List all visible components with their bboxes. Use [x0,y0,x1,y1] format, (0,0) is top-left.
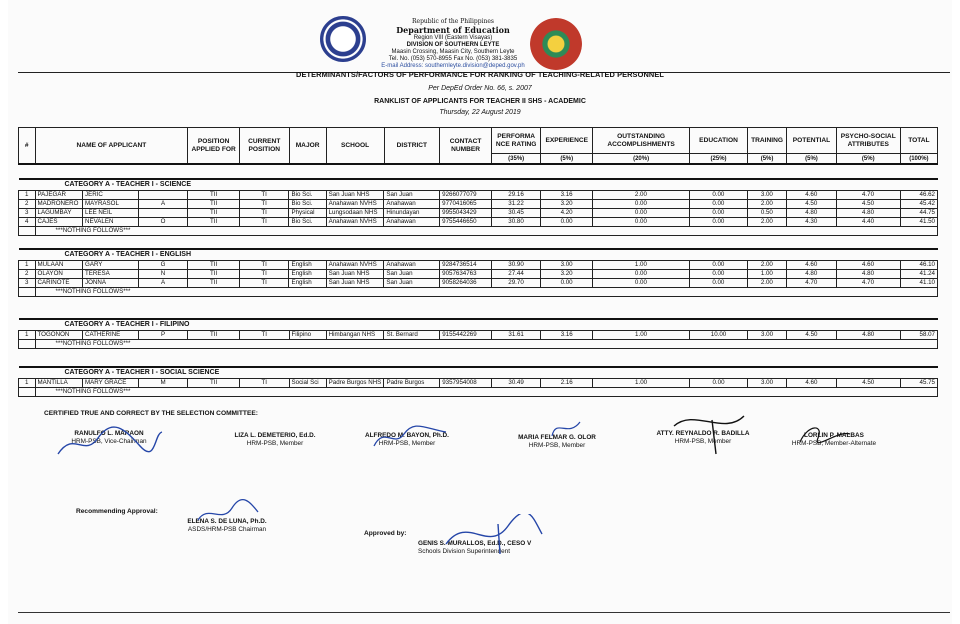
table-cell: 4.80 [836,331,900,340]
col-name: NAME OF APPLICANT [35,128,188,165]
table-cell: OLAYON [35,270,82,279]
col-potential: POTENTIAL [787,128,837,154]
table-cell: 4.70 [836,191,900,200]
category-title: CATEGORY A - TEACHER I - FILIPINO [19,319,938,331]
table-cell: Bio Sci. [289,191,326,200]
table-cell: 2.00 [747,261,786,270]
table-row [19,200,938,209]
table-cell: Anahawan NVHS [326,200,384,209]
table-cell: 0.00 [689,191,747,200]
table-cell: San Juan NHS [326,270,384,279]
table-cell: 4.80 [836,270,900,279]
signatory-name: ALFREDO M. BAYON, Ph.D. [365,432,449,439]
table-cell: San Juan NHS [326,191,384,200]
nothing-follows: ***NOTHING FOLLOWS*** [35,227,937,236]
table-cell: 1 [19,379,36,388]
table-cell: Padre Burgos [384,379,440,388]
ranklist-date: Thursday, 22 August 2019 [439,109,521,116]
table-cell: 3.00 [541,261,593,270]
signatory-role: HRM-PSB, Vice-Chairman [71,438,147,445]
col-experience: EXPERIENCE [541,128,593,154]
signatory-approver [418,540,568,556]
table-cell: TERESA [83,270,139,279]
table-cell: 4.50 [836,379,900,388]
table-cell: 44.75 [900,209,937,218]
table-cell: San Juan [384,270,440,279]
approved-label: Approved by: [364,530,407,537]
table-cell: Anahawan [384,261,440,270]
table-cell: 1.00 [592,261,689,270]
signatory-member-2 [352,432,462,448]
table-cell: 58.07 [900,331,937,340]
table-cell: 0.00 [592,279,689,288]
table-cell: TI [239,279,289,288]
table-cell: A [138,279,188,288]
table-cell: MARY GRACE [83,379,139,388]
signatory-name: GENIS S. MURALLOS, Ed.D., CESO V [418,540,532,547]
table-cell: St. Bernard [384,331,440,340]
table-cell: 31.61 [491,331,541,340]
table-cell: TOGONON [35,331,82,340]
table-cell: 4.40 [836,218,900,227]
table-cell: Anahawan NVHS [326,261,384,270]
signatory-name: ELENA S. DE LUNA, Ph.D. [187,518,267,525]
table-cell: 2.16 [541,379,593,388]
table-cell: 3 [19,279,36,288]
table-cell: 1.00 [747,270,786,279]
weight-performance: (35%) [491,154,541,165]
weight-training: (5%) [747,154,786,165]
table-cell: 31.22 [491,200,541,209]
signatory-member-1 [220,432,330,448]
table-cell: 4.70 [786,279,836,288]
table-cell: 9057634763 [440,270,492,279]
table-cell: 3.00 [747,379,786,388]
recommending-label: Recommending Approval: [76,508,158,515]
table-cell: 1 [19,191,36,200]
table-cell: 30.80 [491,218,541,227]
col-contact: CONTACT NUMBER [440,128,492,165]
table-cell: P [138,331,188,340]
table-cell: 29.16 [491,191,541,200]
table-cell: MULAAN [35,261,82,270]
category-title: CATEGORY A - TEACHER I - SCIENCE [19,179,938,191]
table-cell: 45.42 [900,200,937,209]
signatory-recommender [172,518,282,534]
weight-outstanding: (20%) [593,154,690,165]
table-cell: 3.16 [541,331,593,340]
category-title: CATEGORY A - TEACHER I - SOCIAL SCIENCE [19,367,938,379]
table-cell: TI [239,218,289,227]
signatory-role: HRM-PSB, Member [378,440,436,447]
table-cell: 41.10 [900,279,937,288]
table-cell: 0.00 [689,279,747,288]
table-cell: 41.50 [900,218,937,227]
table-cell: 2.00 [592,191,689,200]
category-table [18,318,938,349]
table-cell: 29.70 [491,279,541,288]
col-major: MAJOR [289,128,326,165]
table-cell: JONNA [83,279,139,288]
table-cell: TI [239,209,289,218]
signatory-member-3 [502,434,612,450]
table-cell: TII [188,270,240,279]
table-cell: San Juan [384,191,440,200]
table-cell: CATHERINE [83,331,139,340]
table-cell: 4.80 [786,209,836,218]
table-cell: LAGUMBAY [35,209,82,218]
table-row [19,279,938,288]
table-row [19,379,938,388]
table-cell: 2 [19,270,36,279]
signatory-name: MARIA FELMAR G. OLOR [518,434,596,441]
category-table [18,366,938,397]
table-cell: 9770416065 [440,200,492,209]
weight-potential: (5%) [787,154,837,165]
table-cell: MANTILLA [35,379,82,388]
table-cell: TII [188,191,240,200]
table-cell: G [138,261,188,270]
table-cell: O [138,218,188,227]
bottom-divider [18,612,950,613]
table-cell: 9058264036 [440,279,492,288]
signatory-name: ATTY. REYNALDO R. BADILLA [656,430,750,437]
table-cell: San Juan [384,279,440,288]
table-cell: 9755446650 [440,218,492,227]
division-seal-icon [530,18,582,70]
signatory-alternate [774,432,894,448]
table-cell: 4 [19,218,36,227]
table-cell [19,227,36,236]
col-psycho: PSYCHO-SOCIAL ATTRIBUTES [836,128,900,154]
table-cell: Social Sci [289,379,326,388]
republic-line: Republic of the Philippines [412,18,494,25]
table-cell: 4.20 [541,209,593,218]
table-cell: MADRONERO [35,200,82,209]
table-cell: 3.16 [541,191,593,200]
table-cell: 4.60 [786,261,836,270]
table-cell: 0.00 [592,209,689,218]
table-row [19,331,938,340]
signatory-name: RANULFO L. MARAON [74,430,144,437]
signatory-role: HRM-PSB, Member [674,438,732,445]
signature-icon [438,514,548,558]
category-title: CATEGORY A - TEACHER I - ENGLISH [19,249,938,261]
table-cell: 2.00 [747,218,786,227]
table-cell: 45.75 [900,379,937,388]
table-cell: 1 [19,261,36,270]
col-current-position: CURRENT POSITION [239,128,289,165]
signature-icon [794,420,854,448]
table-row [19,191,938,200]
telephone-line: Tel. No. (053) 570-8955 Fax No. (053) 381-3835 [388,56,518,62]
table-cell [19,340,36,349]
signatory-role: HRM-PSB, Member [528,442,586,449]
table-cell: Anahawan NVHS [326,218,384,227]
category-table [18,248,938,297]
table-cell: 4.50 [836,200,900,209]
table-cell: TII [188,261,240,270]
signatory-vice-chairman [54,430,164,446]
department-line: Department of Education [396,25,510,35]
document-page [8,0,952,624]
table-cell: 0.00 [690,379,748,388]
table-cell: TI [239,200,289,209]
certification-label: CERTIFIED TRUE AND CORRECT BY THE SELECTION COMMITTEE: [44,410,258,417]
table-cell: 9357954008 [440,379,492,388]
weight-experience: (5%) [541,154,593,165]
table-cell: TII [188,209,240,218]
col-performance: PERFORMA NCE RATING [491,128,541,154]
table-cell: CAJES [35,218,82,227]
signature-icon [54,424,164,460]
table-cell: 0.00 [592,218,689,227]
table-cell: GARY [83,261,139,270]
table-cell: San Juan NHS [326,279,384,288]
table-cell: 4.50 [786,200,836,209]
table-cell: 46.10 [900,261,937,270]
table-row [19,218,938,227]
col-training: TRAINING [747,128,786,154]
table-row [19,261,938,270]
table-cell: 9266077079 [440,191,492,200]
table-cell: English [289,261,326,270]
table-cell: 30.90 [491,261,541,270]
table-cell: TII [188,331,240,340]
table-cell: TI [239,261,289,270]
deped-seal-icon [320,16,366,62]
table-cell: TI [239,270,289,279]
nothing-follows: ***NOTHING FOLLOWS*** [35,288,937,297]
table-cell: 3.00 [747,331,786,340]
table-cell: 9955043429 [440,209,492,218]
table-cell: 4.80 [836,209,900,218]
col-education: EDUCATION [690,128,748,154]
table-cell: 3 [19,209,36,218]
table-cell: Anahawan [384,200,440,209]
table-cell: 9155442269 [440,331,492,340]
table-cell: TII [188,279,240,288]
weight-total: (100%) [900,154,937,165]
table-cell: A [138,200,188,209]
table-cell: 30.45 [491,209,541,218]
email-line: E-mail Address: southernleyte.division@deped.gov.ph [381,63,525,69]
table-cell: 2 [19,200,36,209]
table-cell: 4.70 [836,279,900,288]
table-cell: 0.00 [592,270,689,279]
table-cell [19,288,36,297]
table-cell: 30.49 [491,379,541,388]
table-cell: 0.00 [689,261,747,270]
table-cell [19,388,36,397]
table-cell: Padre Burgos NHS [326,379,384,388]
table-cell: Physical [289,209,326,218]
signature-icon [370,422,450,452]
signature-icon [192,498,262,528]
table-cell: 1 [19,331,36,340]
signatory-name: LIZA L. DEMETERIO, Ed.D. [234,432,316,439]
table-cell: English [289,279,326,288]
table-row [19,209,938,218]
region-line: Region VIII (Eastern Visayas) [413,35,493,41]
table-cell: Himbangan NHS [326,331,384,340]
table-cell: JERIC [83,191,139,200]
table-cell: M [138,379,188,388]
table-cell: CARINOTE [35,279,82,288]
table-cell: 9284736514 [440,261,492,270]
letterhead [378,18,528,70]
signatory-name: LORLIN P. MALBAS [804,432,864,439]
nothing-follows: ***NOTHING FOLLOWS*** [35,388,937,397]
signatory-role: Schools Division Superintendent [418,548,511,555]
table-cell: TI [239,379,289,388]
table-cell: 0.00 [541,279,593,288]
table-cell: TII [188,379,240,388]
table-cell: 46.62 [900,191,937,200]
deped-order: Per DepEd Order No. 66, s. 2007 [428,85,532,92]
table-cell: PAJEGAR [35,191,82,200]
table-cell: English [289,270,326,279]
table-cell: Hinundayan [384,209,440,218]
table-cell: 4.60 [787,379,837,388]
table-cell: 3.00 [747,191,786,200]
col-total: TOTAL [900,128,937,154]
ranklist-table-header [18,127,938,165]
table-cell: 0.00 [689,209,747,218]
table-cell [138,191,188,200]
table-cell: Filipino [289,331,326,340]
table-cell: 0.00 [689,218,747,227]
signatory-role: HRM-PSB, Member [246,440,304,447]
table-cell: 0.00 [592,200,689,209]
col-outstanding: OUTSTANDING ACCOMPLISHMENTS [593,128,690,154]
table-cell: TI [239,191,289,200]
category-table [18,178,938,236]
table-cell: 4.80 [786,270,836,279]
table-cell: TII [188,218,240,227]
table-cell: 41.24 [900,270,937,279]
table-cell: TII [188,200,240,209]
nothing-follows: ***NOTHING FOLLOWS*** [35,340,937,349]
table-cell: N [138,270,188,279]
signatory-member-4 [638,430,768,446]
table-cell: 1.00 [593,331,690,340]
col-school: SCHOOL [326,128,384,165]
table-cell: Anahawan [384,218,440,227]
table-cell: MAYRASOL [83,200,139,209]
col-district: DISTRICT [384,128,440,165]
signature-icon [546,416,586,442]
table-cell: 4.30 [786,218,836,227]
table-cell: 0.00 [541,218,593,227]
table-cell: 1.00 [593,379,690,388]
table-cell: LEE NEIL [83,209,139,218]
division-line: DIVISION OF SOUTHERN LEYTE [406,42,500,48]
table-cell: 4.60 [836,261,900,270]
table-cell: 3.20 [541,270,593,279]
table-cell [138,209,188,218]
signatory-role: ASDS/HRM-PSB Chairman [187,526,267,533]
table-cell: 0.00 [689,200,747,209]
table-cell: 4.60 [786,191,836,200]
table-cell: 2.00 [747,200,786,209]
document-title: DETERMINANTS/FACTORS OF PERFORMANCE FOR RANKING OF TEACHING-RELATED PERSONNEL [296,70,664,79]
signatory-role: HRM-PSB, Member-Alternate [791,440,877,447]
table-cell: 0.50 [747,209,786,218]
weight-education: (25%) [690,154,748,165]
weight-psycho: (5%) [836,154,900,165]
table-cell: NEVALEN [83,218,139,227]
address-line: Maasin Crossing, Maasin City, Southern Leyte [391,49,515,55]
col-number: # [19,128,36,165]
table-cell: Lungsodaan NHS [326,209,384,218]
table-cell: 4.50 [787,331,837,340]
col-position-applied: POSITION APPLIED FOR [188,128,240,165]
table-cell: 0.00 [689,270,747,279]
table-cell: Bio Sci. [289,200,326,209]
table-cell: TI [239,331,289,340]
table-row [19,270,938,279]
table-cell: 2.00 [747,279,786,288]
table-cell: 10.00 [690,331,748,340]
table-cell: 27.44 [491,270,541,279]
ranklist-title: RANKLIST OF APPLICANTS FOR TEACHER II SHS - ACADEMIC [374,98,586,105]
table-cell: 3.20 [541,200,593,209]
table-cell: Bio Sci. [289,218,326,227]
signature-icon [664,406,754,456]
